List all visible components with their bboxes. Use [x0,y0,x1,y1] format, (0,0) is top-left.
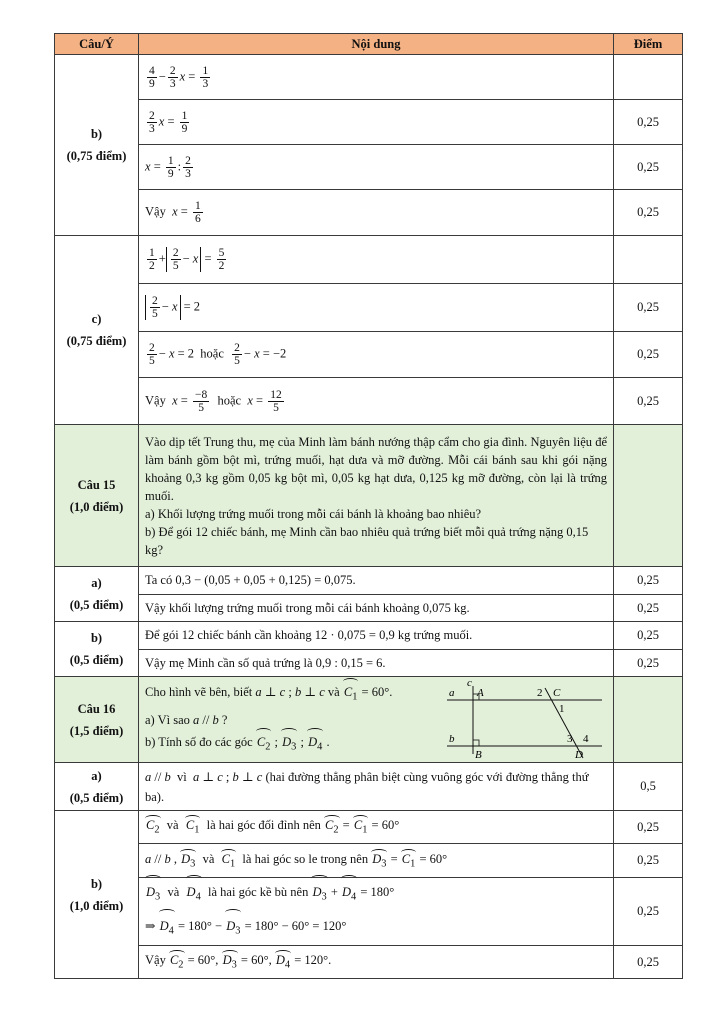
label-C: C [553,687,561,699]
header-row [55,34,683,55]
label-angle-4: 4 [583,733,589,745]
table-row [55,190,683,236]
question-16-row [55,677,683,763]
label-A: A [477,687,484,699]
table-row [55,595,683,622]
math-step: $\frac{4}{9}$ − $\frac{2}{3}$ x = $\frac{1}{3}$ [139,55,614,100]
question-label: c) (0,75 điểm) [55,236,139,425]
question-label: Câu 15 (1,0 điểm) [55,425,139,567]
points-cell: 0,25 [614,145,683,190]
points-cell: 0,5 [614,763,683,811]
answer-line: Vậy $C_2 = 60^\circ$, $D_3 = 60^\circ$, $D_4 = 120^\circ$. [139,946,614,979]
table-row [55,946,683,979]
header-content: Nội dung [139,34,614,55]
points-cell: 0,25 [614,100,683,145]
table-row [55,236,683,284]
points-cell: 0,25 [614,811,683,844]
answer-line: Để gói 12 chiếc bánh cần khoảng 12 · 0,075 = 0,9 kg trứng muối. [139,622,614,650]
label-D: D [575,749,583,761]
label-b: b [449,733,455,745]
answer-line: Vậy mẹ Minh cần số quả trứng là 0,9 : 0,15 = 6. [139,650,614,677]
table-row [55,650,683,677]
points-cell: 0,25 [614,284,683,332]
points-cell: 0,25 [614,622,683,650]
answer-line: $C_2$ và $C_1$ là hai góc đối đỉnh nên $C_2 = C_1 = 60^\circ$ [139,811,614,844]
header-points: Điểm [614,34,683,55]
table-row [55,284,683,332]
points-cell: 0,25 [614,378,683,425]
points-cell: 0,25 [614,946,683,979]
question-label: b) (0,75 điểm) [55,55,139,236]
table-row [55,378,683,425]
points-cell: 0,25 [614,190,683,236]
label-angle-1: 1 [559,703,565,715]
points-cell: 0,25 [614,332,683,378]
table-row [55,145,683,190]
math-step: $\frac{2}{3}$ x = $\frac{1}{9}$ [139,100,614,145]
label-c: c [467,678,472,689]
answer-line: $D_3$ và $D_4$ là hai góc kề bù nên $D_3 + D_4 = 180^\circ$ ⇒ $D_4 = 180^\circ - D_3 = 180^\circ - 60^\circ = 120^\circ$ [139,878,614,946]
answer-table [54,33,683,979]
label-angle-2: 2 [537,687,543,699]
label-angle-3: 3 [567,733,573,745]
question-label: a) (0,5 điểm) [55,567,139,622]
table-row [55,844,683,878]
answer-line: Vậy khối lượng trứng muối trong mỗi cái bánh khoảng 0,075 kg. [139,595,614,622]
points-cell: 0,25 [614,595,683,622]
question-label: b) (0,5 điểm) [55,622,139,677]
math-step: $\frac{2}{5}$ − x = 2 [139,284,614,332]
table-row [55,55,683,100]
answer-line: Ta có 0,3 − (0,05 + 0,05 + 0,125) = 0,075. [139,567,614,595]
question-text: Cho hình vẽ bên, biết a ⊥ c ; b ⊥ c và $C_1 = 60^\circ$. a) Vì sao a // b ? b) Tính số đo các góc $C_2$ ; $D_3$ ; $D_4$ . c a A 2 C 1 b B 3 4 D [139,677,614,763]
points-cell: 0,25 [614,567,683,595]
label-B: B [475,749,482,761]
math-step: Vậy x = $\frac{-8}{5}$ hoặc x = $\frac{12}{5}$ [139,378,614,425]
table-row [55,811,683,844]
question-label: b) (1,0 điểm) [55,811,139,979]
label-a: a [449,687,455,699]
question-15-row [55,425,683,567]
math-step: $\frac{1}{2}$ + $\frac{2}{5}$ − x = $\frac{5}{2}$ [139,236,614,284]
points-cell: 0,25 [614,844,683,878]
table-row [55,567,683,595]
question-label: Câu 16 (1,5 điểm) [55,677,139,763]
table-row [55,878,683,946]
table-row [55,763,683,811]
transversal [545,688,583,758]
table-row [55,622,683,650]
math-step: x = $\frac{1}{9}$ : $\frac{2}{3}$ [139,145,614,190]
answer-line: a // b , $D_3$ và $C_1$ là hai góc so le trong nên $D_3 = C_1 = 60^\circ$ [139,844,614,878]
table-row [55,100,683,145]
question-text: Vào dịp tết Trung thu, mẹ của Minh làm bánh nướng thập cẩm cho gia đình. Nguyên liệu để làm bánh gồm bột mì, trứng muối, hạt dưa và mỡ đường. Mỗi cái bánh sau khi gói nặng khoảng 0,3 kg gồm 0,05 kg bột mì, 0,05 kg hạt dưa, 0,125 kg mỡ đường, còn lại là trứng muối. a) Khối lượng trứng muối trong mỗi cái bánh là khoảng bao nhiêu? b) Để gói 12 chiếc bánh, mẹ Minh cần bao nhiêu quả trứng biết mỗi quả trứng nặng 0,15 kg? [139,425,614,567]
answer-line: a // b vì a ⊥ c ; b ⊥ c (hai đường thẳng phân biệt cùng vuông góc với đường thẳng thứ ba). [139,763,614,811]
table-row [55,332,683,378]
math-step: $\frac{2}{5}$ − x = 2 hoặc $\frac{2}{5}$ − x = −2 [139,332,614,378]
question-label: a) (0,5 điểm) [55,763,139,811]
geometry-figure [437,678,607,762]
points-cell: 0,25 [614,878,683,946]
header-question: Câu/Ý [55,34,139,55]
points-cell: 0,25 [614,650,683,677]
math-step: Vậy x = $\frac{1}{6}$ [139,190,614,236]
